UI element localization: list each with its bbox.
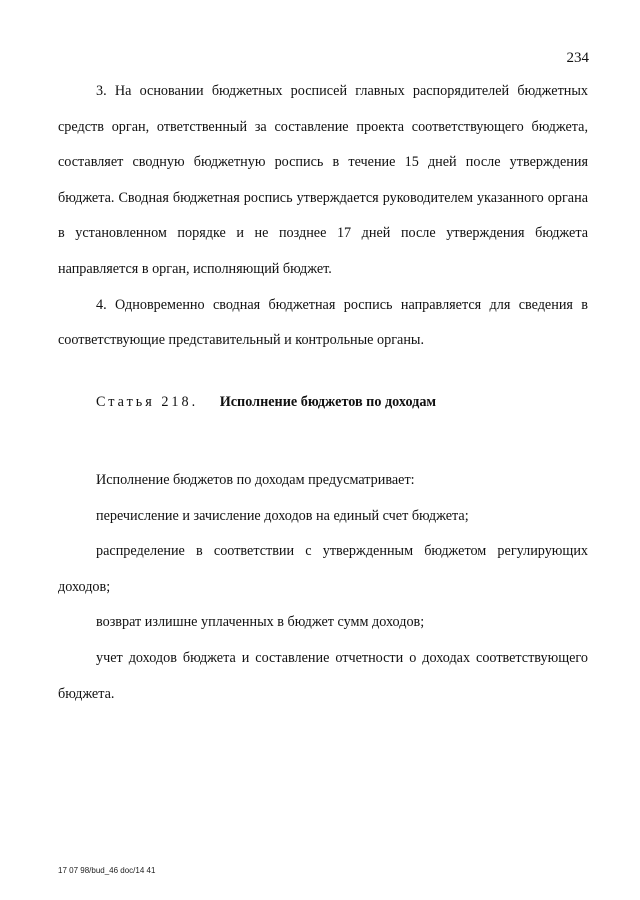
paragraph-4: 4. Одновременно сводная бюджетная роспись направляется для сведения в соответствующие представительный и контрольные органы. (58, 296, 588, 349)
paragraph-3: 3. На основании бюджетных росписей главных распорядителей бюджетных средств орган, ответственный за составление проекта соответствующего бюджета, составляет сводную бюджетную роспись в течение 15 дней после утверждения бюджета. Сводная бюджетная роспись утверждается руководителем указанного органа в установленном порядке и не позднее 17 дней после утверждения бюджета направляется в орган, исполняющий бюджет. (58, 83, 588, 277)
main-text (58, 74, 588, 359)
list-item: распределение в соответствии с утвержденным бюджетом регулирующих доходов; (58, 543, 588, 595)
list-item: учет доходов бюджета и составление отчетности о доходах соответствующего бюджета. (58, 649, 588, 702)
article-number: Статья 218. (96, 394, 199, 410)
file-footer: 17 07 98/bud_46 doc/14 41 (58, 866, 156, 875)
page-number: 234 (566, 50, 589, 66)
article-heading (96, 394, 436, 411)
article-title: Исполнение бюджетов по доходам (219, 394, 437, 410)
list-item: возврат излишне уплаченных в бюджет сумм доходов; (96, 614, 425, 631)
list-item: перечисление и зачисление доходов на единый счет бюджета; (96, 507, 469, 524)
article-body (58, 463, 588, 712)
article-intro: Исполнение бюджетов по доходам предусматривает: (96, 472, 415, 488)
